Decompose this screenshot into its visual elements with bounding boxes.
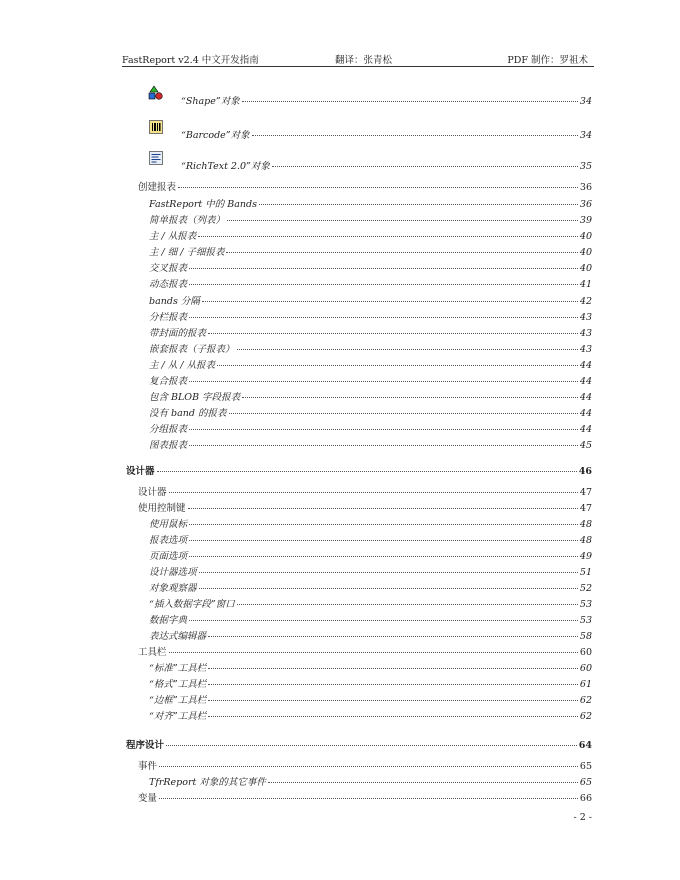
toc-dot-leader — [189, 524, 578, 525]
toc-entry-title: 图表报表 — [149, 440, 188, 451]
toc-dot-leader — [199, 572, 578, 573]
toc-entry[interactable] — [138, 179, 592, 193]
toc-entry[interactable] — [149, 564, 592, 578]
toc-entry-page: 42 — [579, 296, 592, 307]
toc-dot-leader — [189, 429, 578, 430]
toc-entry-page: 34 — [579, 96, 592, 107]
toc-dot-leader — [208, 684, 578, 685]
toc-dot-leader — [252, 135, 578, 136]
toc-dot-leader — [199, 588, 578, 589]
toc-entry[interactable] — [149, 325, 592, 339]
toc-dot-leader — [226, 252, 577, 253]
toc-dot-leader — [208, 716, 578, 717]
toc-entry-page: 35 — [579, 161, 592, 172]
toc-entry-title: 使用鼠标 — [149, 519, 188, 530]
toc-dot-leader — [208, 700, 578, 701]
toc-entry[interactable] — [149, 196, 592, 210]
toc-entry-page: 44 — [579, 376, 592, 387]
toc-entry-title: 交叉报表 — [149, 263, 188, 274]
toc-entry-title: bands 分隔 — [149, 296, 200, 307]
toc-entry-page: 48 — [579, 519, 592, 530]
toc-dot-leader — [189, 268, 578, 269]
toc-dot-leader — [189, 284, 578, 285]
toc-entry-page: 53 — [579, 615, 592, 626]
richtext-object-icon — [148, 150, 164, 166]
toc-entry[interactable] — [149, 373, 592, 387]
toc-entry-title: 程序设计 — [126, 740, 165, 751]
toc-entry-title: 嵌套报表（子报表） — [149, 344, 235, 355]
toc-entry-title: 数据字典 — [149, 615, 188, 626]
toc-entry-page: 34 — [579, 130, 592, 141]
page-number: - 2 - — [573, 812, 592, 823]
toc-entry-title: “插入数据字段”窗口 — [149, 599, 235, 610]
toc-dot-leader — [229, 413, 578, 414]
toc-entry-page: 40 — [579, 231, 592, 242]
toc-dot-leader — [242, 101, 578, 102]
toc-entry[interactable] — [149, 357, 592, 371]
toc-dot-leader — [188, 508, 578, 509]
toc-entry[interactable] — [149, 548, 592, 562]
toc-dot-leader — [237, 604, 578, 605]
toc-entry-page: 43 — [579, 328, 592, 339]
toc-dot-leader — [189, 556, 578, 557]
toc-entry-page: 36 — [579, 182, 592, 193]
toc-entry-page: 66 — [579, 793, 592, 804]
toc-entry-page: 44 — [579, 424, 592, 435]
toc-dot-leader — [242, 397, 578, 398]
toc-dot-leader — [159, 766, 578, 767]
toc-entry-page: 46 — [578, 466, 592, 477]
toc-entry-title: “对齐”工具栏 — [149, 711, 207, 722]
header-pdf-maker: PDF 制作：罗祖术 — [507, 55, 588, 66]
toc-dot-leader — [208, 333, 578, 334]
toc-entry-title: “RichText 2.0”对象 — [181, 161, 270, 172]
toc-entry-title: 简单报表（列表） — [149, 215, 226, 226]
toc-entry-title: 设计器 — [126, 466, 155, 477]
toc-entry[interactable] — [138, 500, 592, 514]
toc-dot-leader — [227, 220, 578, 221]
toc-entry[interactable] — [149, 389, 592, 403]
shape-object-icon — [148, 85, 164, 101]
toc-entry-page: 51 — [579, 567, 592, 578]
toc-entry-title: 表达式编辑器 — [149, 631, 207, 642]
toc-entry[interactable] — [149, 228, 592, 242]
toc-entry[interactable] — [149, 212, 592, 226]
toc-entry-title: 变量 — [138, 793, 158, 804]
toc-entry[interactable] — [138, 644, 592, 658]
toc-entry-page: 39 — [579, 215, 592, 226]
toc-entry[interactable] — [149, 309, 592, 323]
toc-entry-title: “边框”工具栏 — [149, 695, 207, 706]
toc-entry[interactable] — [149, 405, 592, 419]
toc-dot-leader — [237, 349, 578, 350]
header-translator: 翻译：张青松 — [335, 55, 393, 66]
toc-entry-page: 64 — [578, 740, 592, 751]
toc-entry-title: 带封面的报表 — [149, 328, 207, 339]
toc-entry-title: 使用控制键 — [138, 503, 186, 514]
toc-dot-leader — [166, 745, 577, 746]
toc-entry-page: 62 — [579, 695, 592, 706]
toc-entry[interactable] — [149, 341, 592, 355]
toc-dot-leader — [189, 620, 578, 621]
toc-entry-page: 65 — [579, 777, 592, 788]
barcode-object-icon — [148, 119, 164, 135]
toc-entry-title: 工具栏 — [138, 647, 167, 658]
toc-entry-page: 45 — [579, 440, 592, 451]
toc-entry-title: “Barcode”对象 — [181, 130, 250, 141]
toc-entry[interactable] — [149, 532, 592, 546]
toc-entry-title: 没有 band 的报表 — [149, 408, 227, 419]
toc-entry-page: 58 — [579, 631, 592, 642]
toc-dot-leader — [272, 166, 578, 167]
toc-entry-title: “Shape”对象 — [181, 96, 240, 107]
toc-entry-page: 61 — [579, 679, 592, 690]
toc-entry[interactable] — [181, 127, 592, 141]
toc-entry[interactable] — [149, 437, 592, 451]
toc-dot-leader — [208, 636, 578, 637]
toc-entry-title: FastReport 中的 Bands — [149, 199, 257, 210]
toc-entry-page: 36 — [579, 199, 592, 210]
toc-dot-leader — [202, 301, 578, 302]
toc-dot-leader — [268, 782, 578, 783]
toc-dot-leader — [208, 668, 578, 669]
toc-entry-title: 设计器选项 — [149, 567, 197, 578]
toc-entry[interactable] — [149, 596, 592, 610]
toc-entry-title: “标准”工具栏 — [149, 663, 207, 674]
toc-entry-page: 62 — [579, 711, 592, 722]
toc-entry-page: 40 — [579, 247, 592, 258]
toc-entry-title: 主 / 细 / 子细报表 — [149, 247, 225, 258]
toc-entry[interactable] — [149, 276, 592, 290]
toc-entry-page: 44 — [579, 360, 592, 371]
toc-entry-title: 页面选项 — [149, 551, 188, 562]
toc-entry[interactable] — [126, 463, 592, 477]
toc-entry[interactable] — [149, 708, 592, 722]
toc-entry[interactable] — [149, 692, 592, 706]
toc-entry-title: 主 / 从报表 — [149, 231, 197, 242]
toc-entry-title: 分栏报表 — [149, 312, 188, 323]
toc-dot-leader — [178, 187, 578, 188]
toc-entry-title: 报表选项 — [149, 535, 188, 546]
toc-entry-page: 48 — [579, 535, 592, 546]
toc-entry[interactable] — [138, 758, 592, 772]
toc-entry-title: 对象观察器 — [149, 583, 197, 594]
toc-dot-leader — [189, 540, 578, 541]
toc-entry-title: “格式”工具栏 — [149, 679, 207, 690]
toc-dot-leader — [198, 236, 578, 237]
toc-entry[interactable] — [149, 421, 592, 435]
toc-entry[interactable] — [181, 93, 592, 107]
toc-entry[interactable] — [181, 158, 592, 172]
toc-entry[interactable] — [149, 676, 592, 690]
toc-dot-leader — [259, 204, 578, 205]
toc-entry-page: 44 — [579, 392, 592, 403]
toc-entry-page: 43 — [579, 312, 592, 323]
toc-entry[interactable] — [149, 244, 592, 258]
toc-entry-title: 创建报表 — [138, 182, 177, 193]
toc-dot-leader — [189, 381, 578, 382]
header-title: FastReport v2.4 中文开发指南 — [122, 55, 259, 66]
toc-dot-leader — [157, 471, 577, 472]
toc-entry[interactable] — [149, 260, 592, 274]
toc-entry[interactable] — [126, 737, 592, 751]
toc-dot-leader — [217, 365, 578, 366]
toc-entry-title: 设计器 — [138, 487, 167, 498]
toc-dot-leader — [169, 492, 578, 493]
toc-entry-page: 47 — [579, 487, 592, 498]
toc-entry-title: 主 / 从 / 从报表 — [149, 360, 215, 371]
toc-entry[interactable] — [138, 484, 592, 498]
toc-dot-leader — [159, 798, 578, 799]
toc-entry-title: 分组报表 — [149, 424, 188, 435]
toc-dot-leader — [189, 445, 578, 446]
toc-entry-page: 52 — [579, 583, 592, 594]
toc-entry-page: 41 — [579, 279, 592, 290]
toc-entry[interactable] — [149, 612, 592, 626]
toc-entry-title: TfrReport 对象的其它事件 — [149, 777, 266, 788]
toc-entry-page: 65 — [579, 761, 592, 772]
toc-entry-page: 60 — [579, 647, 592, 658]
toc-entry-page: 53 — [579, 599, 592, 610]
toc-dot-leader — [189, 317, 578, 318]
toc-entry-page: 47 — [579, 503, 592, 514]
toc-entry[interactable] — [149, 628, 592, 642]
toc-entry-page: 49 — [579, 551, 592, 562]
toc-entry-page: 40 — [579, 263, 592, 274]
toc-entry-page: 43 — [579, 344, 592, 355]
toc-entry[interactable] — [149, 774, 592, 788]
toc-entry-title: 动态报表 — [149, 279, 188, 290]
toc-entry[interactable] — [149, 516, 592, 530]
toc-entry-title: 复合报表 — [149, 376, 188, 387]
toc-entry[interactable] — [149, 580, 592, 594]
toc-entry[interactable] — [138, 790, 592, 804]
toc-entry-page: 60 — [579, 663, 592, 674]
toc-entry[interactable] — [149, 660, 592, 674]
toc-entry-title: 包含 BLOB 字段报表 — [149, 392, 241, 403]
toc-dot-leader — [169, 652, 578, 653]
toc-entry[interactable] — [149, 293, 592, 307]
toc-entry-title: 事件 — [138, 761, 158, 772]
toc-entry-page: 44 — [579, 408, 592, 419]
